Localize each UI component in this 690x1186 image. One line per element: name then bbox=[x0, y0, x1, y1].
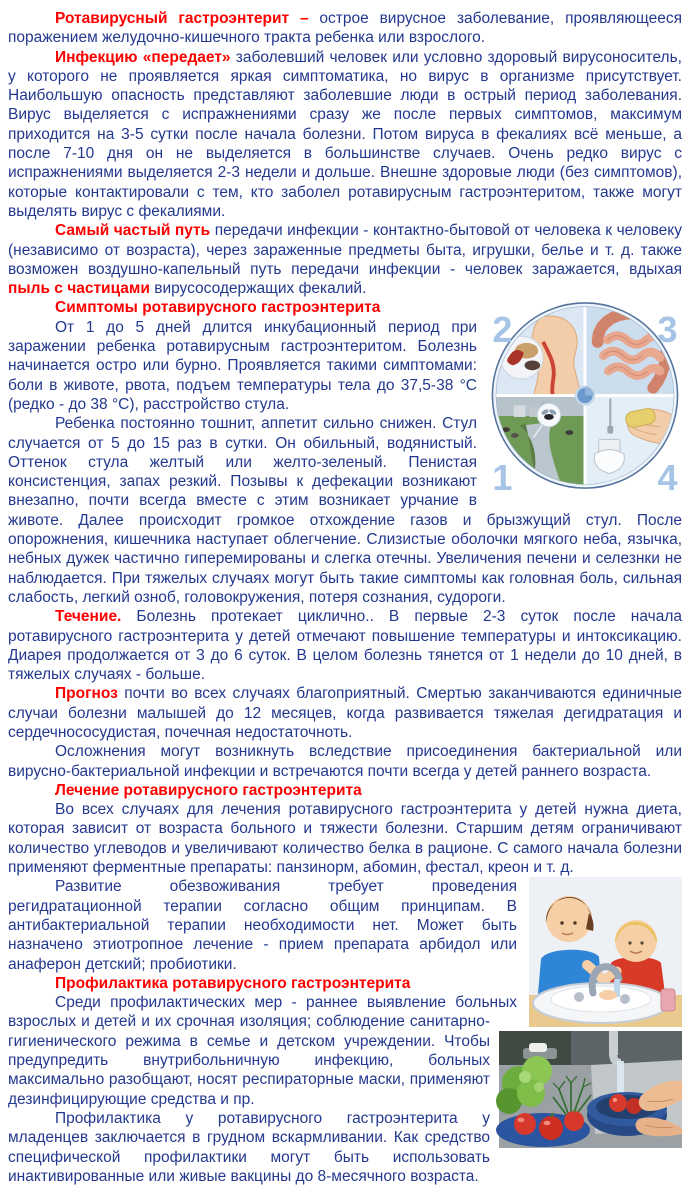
paragraph-treatment-2 bbox=[8, 877, 682, 973]
prognosis-body: почти во всех случаях благоприятный. Смертью заканчиваются единичные случаи болезни малышей до 12 месяцев, когда развивается тяжелая дегидратация и сердечнососудистая, почечная недостаточноть. bbox=[8, 685, 682, 741]
paragraph-route bbox=[8, 221, 682, 298]
washing-vegetables-image bbox=[499, 1031, 682, 1148]
quadrant-number: 3 bbox=[657, 309, 678, 351]
water-stream bbox=[617, 1061, 624, 1093]
circle-diagram-illustration bbox=[486, 301, 682, 499]
infection-routes-diagram bbox=[486, 301, 682, 499]
symptoms-heading-text: Симптомы ротавирусного гастроэнтерита bbox=[55, 299, 381, 317]
vegetables-illustration bbox=[499, 1031, 682, 1148]
course-body: Болезнь протекает циклично.. В первые 2-3 суток после начала ротавирусного гастроэнтерита у детей отмечают повышение температуры и интоксикацию. Диарея продолжается от 3 до 6 суток. В целом болезнь тянется от 1 недели до 10 дней, в тяжелых случаях - больше. bbox=[8, 608, 682, 684]
heading-treatment: Лечение ротавирусного гастроэнтерита bbox=[55, 781, 362, 799]
heading-prevention: Профилактика ротавирусного гастроэнтерита bbox=[55, 974, 411, 992]
prognosis-lead: Прогноз bbox=[55, 685, 118, 703]
quadrant-number: 4 bbox=[657, 457, 678, 499]
course-lead: Течение. bbox=[55, 608, 122, 626]
transmission-body: заболевший человек или условно здоровый вирусоноситель, у которого не проявляется яркая симптоматика, но вирус в организме присутствует. Наибольшую опасность представляют заболевшие люди в острый период заболевания. Вирус выделяется с испражнениями сразу же после первых симптомов, максимум приходится на 3-5 сутки после начала болезни. Потом вируса в фекалиях всё меньше, а после 7-10 дня он не выделяется в большинстве случаев. Очень редко вирус с испражнениями выделяется 2-3 недели и дольше. Внешне здоровые люди (без симптомов), которые контактировали с тем, кто заболел ротавирусным гастроэнтеритом, также могут выделять вирус с фекалиями. bbox=[8, 48, 682, 220]
paragraph-symptoms-1: От 1 до 5 дней длится инкубационный период при заражении ребенка ротавирусным гастроэнтеритом. Болезнь начинается остро или бурно. Проявляется такими симптомами: боли в животе, рвота, подъем температуры тела до 37,5-38 °С (редко - до 38 °С), расстройство стула. bbox=[8, 318, 477, 413]
paragraph-intro bbox=[8, 9, 682, 48]
children-washing-hands-image bbox=[529, 877, 682, 1027]
quadrant-number: 1 bbox=[492, 457, 513, 499]
route-lead: Самый частый путь bbox=[55, 222, 211, 240]
prevention-1-body: Среди профилактических мер - раннее выявление больных взрослых и детей и их срочная изоляция; соблюдение санитарно-гигиенического режима в семье и детском учреждении. Чтобы предупредить внутрибольничную инфекцию, больных максимально разобщают, носят респираторные маски, применяют дезинфицирующие средства и пр. bbox=[8, 994, 517, 1108]
intro-body: острое вирусное заболевание, проявляющееся поражением желудочно-кишечного тракта ребенка или взрослого. bbox=[8, 10, 682, 47]
paragraph-complications: Осложнения могут возникнуть вследствие присоединения бактериальной или вирусно-бактериальной инфекции и встречаются почти всегда у детей раннего возраста. bbox=[8, 743, 682, 780]
paragraph-treatment-1: Во всех случаях для лечения ротавирусного гастроэнтерита у детей нужна диета, которая зависит от возраста больного и тяжести болезни. Старшим детям ограничивают количество углеводов и увеличивают количество белка в рационе. С самого начала болезни применяют ферментные препараты: панзинорм, абомин, фестал, креон и т. д. bbox=[8, 801, 682, 877]
paragraph-course bbox=[8, 607, 682, 684]
route-tail: вирусосодержащих фекалий. bbox=[149, 280, 367, 298]
intro-lead: Ротавирусный гастроэнтерит – bbox=[55, 10, 309, 27]
quadrant-number: 2 bbox=[492, 309, 513, 351]
route-highlight: пыль с частицами bbox=[8, 280, 150, 298]
paragraph-prevention-2: Профилактика у ротавирусного гастроэнтерита у младенцев заключается в грудном вскармливании. Как средство специфической профилактики могут быть использовать инактивированные или живые вакцины до 8-месячного возраста. bbox=[8, 1109, 490, 1185]
transmission-lead: Инфекцию «передает» bbox=[55, 48, 231, 66]
soap-bottle bbox=[661, 989, 675, 1011]
paragraph-transmission bbox=[8, 48, 682, 222]
paragraph-prognosis bbox=[8, 684, 682, 742]
treatment-2-body: Развитие обезвоживания требует проведения регидратационной терапии согласно общим принципам. В антибактериальной терапии необходимости нет. Может быть назначено этиотропное лечение - прием препарата арбидол или анаферон детский; пробиотики. bbox=[8, 878, 517, 973]
hands-under-water bbox=[599, 990, 617, 1000]
kids-illustration bbox=[529, 877, 682, 1027]
paragraph-symptoms-2: Ребенка постоянно тошнит, аппетит сильно снижен. Стул случается от 5 до 15 раз в сутки. Он обильный, водянистый. Оттенок стула желтый или желто-зеленый. Пенистая консистенция, запах резкий. Позывы к дефекации возникают внезапно, почти всегда вместе с этим возникает урчание в животе. Далее происходит громкое отхождение газов и брызжущий стул. После опорожнения, кишечника наступает облегчение. Слизистые оболочки мягкого неба, язычка, небных дужек частично гиперемированы и слегка отечны. Увеличения печени и селезнки не наблюдается. При тяжелых случаях могут быть такие симптомы как головная боль, сильная слабость, легкий озноб, головокружения, потеря сознания, судороги. bbox=[8, 415, 682, 606]
route-body: передачи инфекции - контактно-бытовой от человека к человеку (независимо от возраста), через зараженные предметы быта, игрушки, белье и т. д. также возможен воздушно-капельный путь передачи инфекции - человек заражается, вдыхая bbox=[8, 222, 682, 278]
